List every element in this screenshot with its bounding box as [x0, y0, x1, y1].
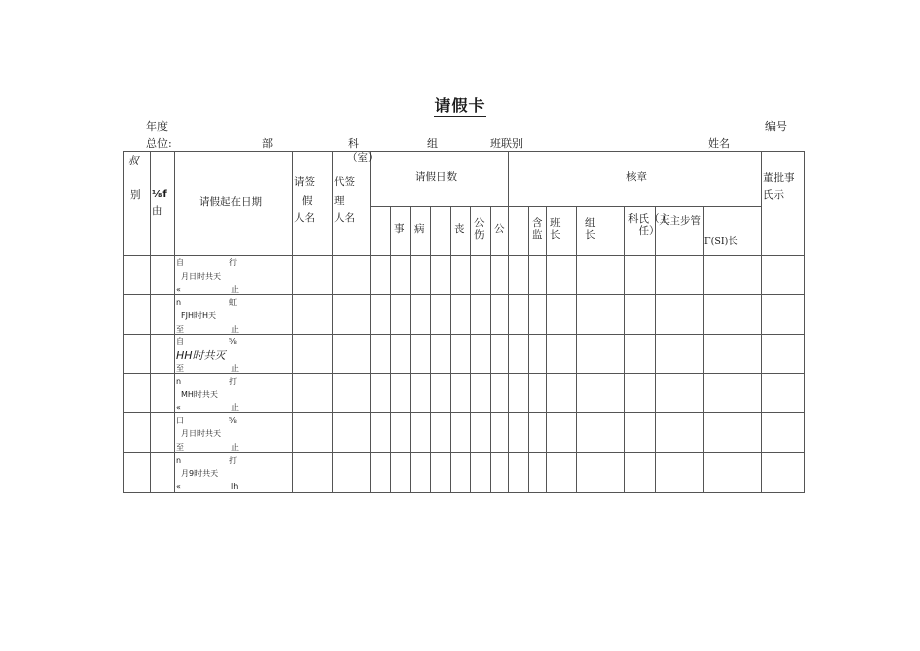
- cell-reason[interactable]: [151, 335, 175, 374]
- day-col-gong-text: 公: [494, 223, 505, 235]
- form-cell[interactable]: [625, 295, 656, 335]
- form-cell[interactable]: [577, 295, 625, 335]
- form-cell[interactable]: [411, 335, 431, 374]
- header-type-b: 别: [130, 189, 141, 201]
- header-signer-b: 假: [302, 195, 313, 207]
- form-cell[interactable]: [293, 335, 333, 374]
- form-cell[interactable]: [656, 374, 704, 413]
- cell-reason[interactable]: [151, 295, 175, 335]
- period-d: 至: [176, 325, 184, 334]
- form-cell[interactable]: [762, 295, 805, 335]
- cell-type[interactable]: [124, 295, 151, 335]
- period-b: 行: [229, 258, 237, 267]
- form-cell[interactable]: [529, 335, 547, 374]
- form-cell[interactable]: [491, 256, 509, 295]
- form-cell[interactable]: [491, 295, 509, 335]
- form-cell[interactable]: [471, 295, 491, 335]
- period-e: lh: [231, 482, 239, 491]
- form-cell[interactable]: [293, 413, 333, 453]
- cell-period[interactable]: [175, 295, 293, 335]
- period-b: 打: [229, 456, 237, 465]
- form-cell[interactable]: [762, 413, 805, 453]
- stamp-col-sizhang: [704, 207, 762, 256]
- cell-type[interactable]: [124, 335, 151, 374]
- period-c: 月日时共天: [181, 429, 221, 438]
- form-cell[interactable]: [547, 256, 577, 295]
- form-cell[interactable]: [391, 256, 411, 295]
- table-row: [124, 413, 805, 453]
- form-cell[interactable]: [704, 295, 762, 335]
- period-e: 止: [231, 364, 239, 373]
- form-cell[interactable]: [471, 453, 491, 493]
- form-cell[interactable]: [411, 295, 431, 335]
- form-title: [0, 98, 920, 114]
- cell-type[interactable]: [124, 453, 151, 493]
- table-row: [124, 374, 805, 413]
- form-cell[interactable]: [371, 413, 391, 453]
- dept-label: 部: [262, 137, 273, 150]
- table-row: [124, 256, 805, 295]
- period-a: 自: [176, 337, 184, 346]
- form-cell[interactable]: [391, 335, 411, 374]
- form-cell[interactable]: [411, 374, 431, 413]
- form-cell[interactable]: [411, 256, 431, 295]
- form-cell[interactable]: [371, 295, 391, 335]
- form-cell[interactable]: [529, 413, 547, 453]
- period-e: 止: [231, 285, 239, 294]
- period-c: MH时共天: [181, 390, 218, 399]
- day-col-shi-text: 事: [394, 223, 405, 235]
- form-cell[interactable]: [333, 256, 371, 295]
- form-cell[interactable]: [471, 256, 491, 295]
- form-cell[interactable]: [529, 256, 547, 295]
- form-cell[interactable]: [577, 335, 625, 374]
- form-cell[interactable]: [509, 413, 529, 453]
- form-cell[interactable]: [509, 453, 529, 493]
- stamp-col-zuzhang-text: 组长: [585, 217, 596, 242]
- period-d: 至: [176, 364, 184, 373]
- form-cell[interactable]: [656, 413, 704, 453]
- header-proxy-b: 理: [334, 195, 345, 207]
- year-label: 年度: [146, 120, 168, 133]
- form-cell[interactable]: [333, 335, 371, 374]
- period-a: 自: [176, 258, 184, 267]
- period-a: 口: [176, 416, 184, 425]
- section-label: 科: [348, 137, 359, 150]
- form-cell[interactable]: [391, 453, 411, 493]
- period-e: 止: [231, 403, 239, 412]
- header-reason-b: 由: [152, 205, 163, 217]
- period-b: 虹: [229, 298, 237, 307]
- header-type-a: 叔: [128, 155, 139, 167]
- form-cell[interactable]: [431, 453, 451, 493]
- period-c: FJH时H天: [181, 311, 216, 320]
- form-cell[interactable]: [451, 374, 471, 413]
- form-cell[interactable]: [293, 256, 333, 295]
- stamp-col-hanjian-text: 含监: [532, 217, 543, 242]
- form-cell[interactable]: [293, 295, 333, 335]
- form-cell[interactable]: [491, 453, 509, 493]
- day-col-gongshang-text: 公伤: [474, 217, 485, 242]
- stamp-col-kezhang-text: 科氏（主任）: [628, 213, 671, 238]
- header-days-text: 请假日数: [415, 171, 457, 183]
- form-cell[interactable]: [471, 335, 491, 374]
- header-board-a: 董批事: [763, 172, 795, 184]
- stamp-col-kezhang: [625, 207, 671, 256]
- form-cell[interactable]: [509, 256, 529, 295]
- form-cell[interactable]: [371, 374, 391, 413]
- form-cell[interactable]: [656, 256, 704, 295]
- form-cell[interactable]: [656, 453, 704, 493]
- day-col-bing-text: 病: [414, 223, 425, 235]
- form-cell[interactable]: [333, 295, 371, 335]
- form-cell[interactable]: [333, 413, 371, 453]
- form-cell[interactable]: [547, 374, 577, 413]
- form-cell[interactable]: [451, 453, 471, 493]
- form-cell[interactable]: [431, 413, 451, 453]
- period-c: 月9时共天: [181, 469, 219, 478]
- cell-reason[interactable]: [151, 413, 175, 453]
- period-e: 止: [231, 325, 239, 334]
- form-cell[interactable]: [704, 453, 762, 493]
- form-cell[interactable]: [547, 335, 577, 374]
- period-a: n: [176, 456, 182, 465]
- form-cell[interactable]: [491, 413, 509, 453]
- form-cell[interactable]: [451, 335, 471, 374]
- form-cell[interactable]: [704, 374, 762, 413]
- day-col-sang: [451, 207, 471, 256]
- form-cell[interactable]: [411, 413, 431, 453]
- stamp-col-renshi: [656, 207, 704, 256]
- header-reason-a: ⅛f: [152, 189, 167, 200]
- form-cell[interactable]: [491, 335, 509, 374]
- form-cell[interactable]: [371, 335, 391, 374]
- day-col-spacer: [371, 207, 391, 256]
- period-e: 止: [231, 443, 239, 452]
- team-label: 班联别: [490, 137, 523, 150]
- form-cell[interactable]: [509, 295, 529, 335]
- header-board-b: 氏示: [763, 189, 785, 201]
- form-cell[interactable]: [451, 256, 471, 295]
- header-signer-a: 请签: [294, 176, 315, 188]
- form-cell[interactable]: [391, 413, 411, 453]
- form-cell[interactable]: [333, 374, 371, 413]
- cell-type[interactable]: [124, 256, 151, 295]
- form-cell[interactable]: [391, 374, 411, 413]
- cell-reason[interactable]: [151, 453, 175, 493]
- stamp-col-banzhang-text: 班长: [550, 217, 561, 242]
- table-row: [124, 453, 805, 493]
- stamp-col-spacer: [509, 207, 529, 256]
- form-cell[interactable]: [547, 295, 577, 335]
- period-c: 月日时共天: [181, 272, 221, 281]
- period-d: «: [176, 285, 181, 294]
- table-row: [124, 335, 805, 374]
- form-cell[interactable]: [656, 295, 704, 335]
- stamp-col-hanjian: [529, 207, 547, 256]
- header-room: （室）: [347, 152, 379, 164]
- form-cell[interactable]: [577, 374, 625, 413]
- header-proxy: [333, 152, 379, 256]
- form-cell[interactable]: [656, 335, 704, 374]
- stamp-col-renshi-text: 人主步管: [659, 215, 702, 227]
- form-cell[interactable]: [391, 295, 411, 335]
- form-cell[interactable]: [411, 453, 431, 493]
- form-cell[interactable]: [547, 453, 577, 493]
- cell-type[interactable]: [124, 413, 151, 453]
- form-cell[interactable]: [577, 256, 625, 295]
- form-cell[interactable]: [762, 453, 805, 493]
- form-cell[interactable]: [577, 413, 625, 453]
- form-cell[interactable]: [471, 413, 491, 453]
- form-cell[interactable]: [762, 335, 805, 374]
- cell-type[interactable]: [124, 374, 151, 413]
- cell-period[interactable]: [175, 335, 293, 374]
- form-cell[interactable]: [451, 295, 471, 335]
- day-col-shi: [391, 207, 411, 256]
- form-cell[interactable]: [509, 374, 529, 413]
- number-label: 编号: [765, 120, 787, 133]
- form-cell[interactable]: [625, 453, 656, 493]
- header-board: [762, 152, 805, 256]
- unit-label: 总位:: [146, 137, 172, 150]
- cell-period[interactable]: [175, 453, 293, 493]
- form-cell[interactable]: [431, 295, 451, 335]
- day-col-sang-text: 丧: [454, 223, 465, 235]
- form-cell[interactable]: [762, 256, 805, 295]
- stamp-col-banzhang: [547, 207, 577, 256]
- group-label: 组: [427, 137, 438, 150]
- period-d: «: [176, 482, 181, 491]
- form-cell[interactable]: [625, 256, 656, 295]
- cell-period[interactable]: [175, 256, 293, 295]
- form-cell[interactable]: [371, 453, 391, 493]
- form-cell[interactable]: [333, 453, 371, 493]
- period-a: n: [176, 377, 182, 386]
- form-cell[interactable]: [625, 374, 656, 413]
- header-type: [124, 152, 151, 256]
- header-period-text: 请假起在日期: [199, 196, 262, 208]
- header-days: [371, 152, 509, 207]
- form-cell[interactable]: [529, 453, 547, 493]
- form-cell[interactable]: [371, 256, 391, 295]
- form-cell[interactable]: [293, 374, 333, 413]
- day-col-bing: [411, 207, 431, 256]
- period-d: 至: [176, 443, 184, 452]
- period-b: ⅝: [229, 416, 237, 425]
- period-b: 打: [229, 377, 237, 386]
- period-b: ⅝: [229, 337, 237, 346]
- cell-reason[interactable]: [151, 374, 175, 413]
- day-col-gong: [491, 207, 509, 256]
- form-cell[interactable]: [431, 374, 451, 413]
- form-cell[interactable]: [431, 256, 451, 295]
- table-row: [124, 295, 805, 335]
- form-cell[interactable]: [625, 413, 656, 453]
- cell-reason[interactable]: [151, 256, 175, 295]
- day-col-blank: [431, 207, 451, 256]
- form-cell[interactable]: [547, 413, 577, 453]
- stamp-col-sizhang-text: Γ(SI)长: [704, 236, 738, 247]
- form-title-text: 请假卡: [434, 96, 486, 115]
- form-cell[interactable]: [509, 335, 529, 374]
- period-a: n: [176, 298, 182, 307]
- form-cell[interactable]: [491, 374, 509, 413]
- form-cell[interactable]: [471, 374, 491, 413]
- leave-form-table: [123, 151, 805, 493]
- header-reason: [151, 152, 175, 256]
- form-cell[interactable]: [704, 335, 762, 374]
- name-label: 姓名: [708, 137, 730, 150]
- day-col-gongshang: [471, 207, 491, 256]
- period-c: HH时共灭: [176, 349, 226, 362]
- form-cell[interactable]: [577, 453, 625, 493]
- header-proxy-c: 人名: [334, 212, 355, 224]
- form-cell[interactable]: [625, 335, 656, 374]
- header-stamp: [509, 152, 762, 207]
- cell-period[interactable]: [175, 374, 293, 413]
- period-d: «: [176, 403, 181, 412]
- form-cell[interactable]: [704, 256, 762, 295]
- header-proxy-a: 代签: [334, 176, 355, 188]
- cell-period[interactable]: [175, 413, 293, 453]
- header-signer: [293, 152, 333, 256]
- form-cell[interactable]: [762, 374, 805, 413]
- form-cell[interactable]: [529, 374, 547, 413]
- form-cell[interactable]: [529, 295, 547, 335]
- form-cell[interactable]: [431, 335, 451, 374]
- form-cell[interactable]: [451, 413, 471, 453]
- form-cell[interactable]: [293, 453, 333, 493]
- stamp-col-zuzhang: [577, 207, 625, 256]
- header-stamp-text: 核章: [626, 171, 648, 183]
- header-signer-c: 人名: [294, 212, 315, 224]
- form-cell[interactable]: [704, 413, 762, 453]
- header-period: [175, 152, 293, 256]
